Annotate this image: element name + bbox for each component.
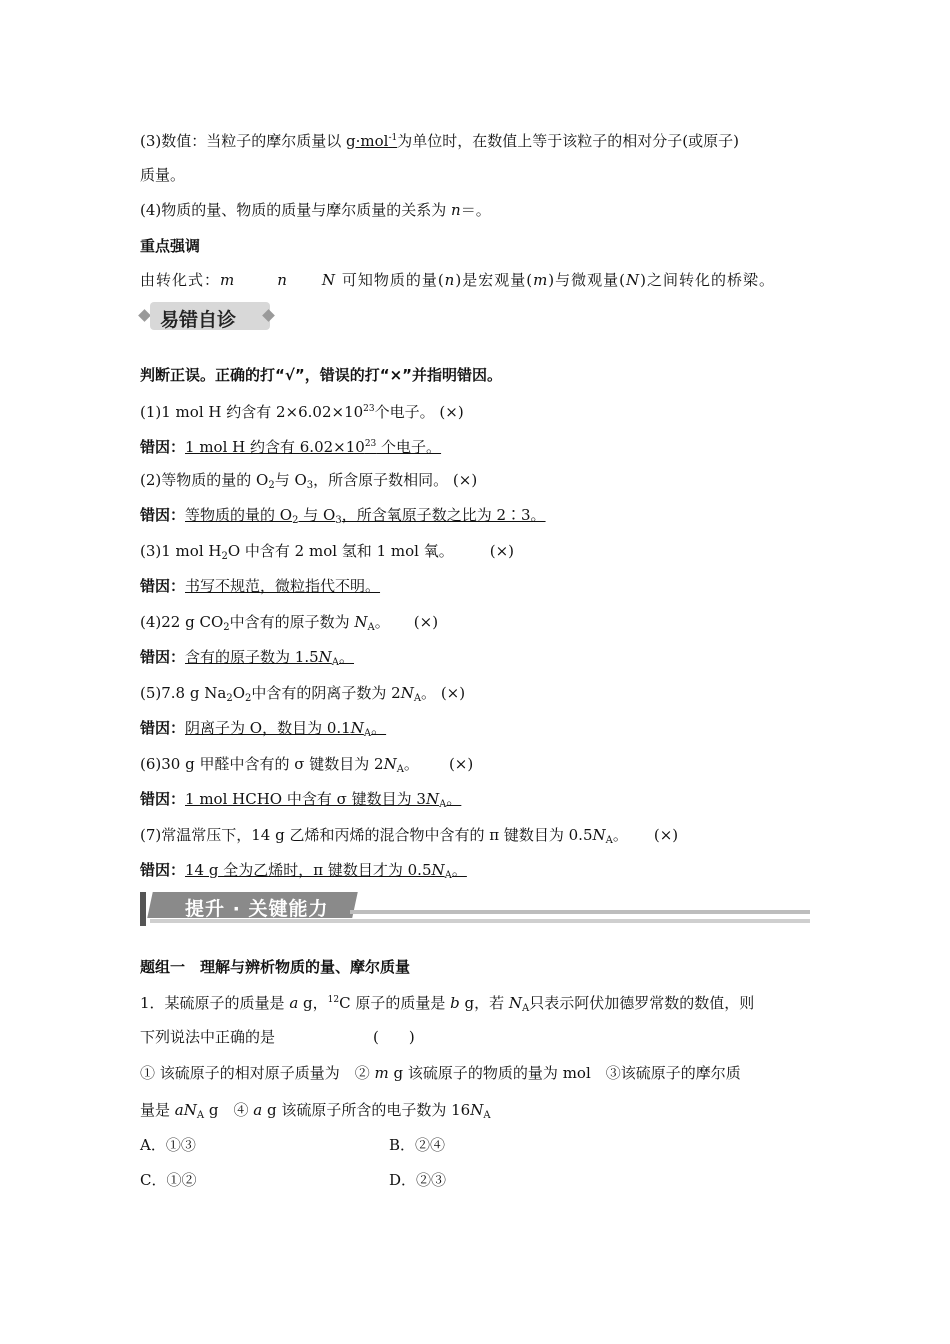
item-7-question: (7)常温常压下，14 g 乙烯和丙烯的混合物中含有的 π 键数目为 $0.5N_A$。 (×)	[140, 826, 679, 846]
emphasis-text: 由转化式：m n N 可知物质的量(n)是宏观量(m)与微观量(N)之间转化的桥梁。	[140, 271, 775, 289]
group-title: 题组一 理解与辨析物质的量、摩尔质量	[140, 958, 411, 976]
badge-label: 易错自诊	[160, 309, 237, 331]
item-5-question: (5)7.8 g $Na_2O_2$中含有的阴离子数为 $2N_A$。 (×)	[140, 684, 466, 704]
choice-c[interactable]: C．①②	[140, 1171, 197, 1189]
emphasis-title: 重点强调	[140, 237, 201, 255]
cause-answer: 书写不规范，微粒指代不明。	[185, 577, 381, 595]
question-1-statements-cont: 量是 $aN_A$ g ④ a g 该硫原子所含的电子数为 $16N_A$	[140, 1101, 491, 1121]
item-4-cause: 错因：含有的原子数为 $1.5N_A$。	[140, 648, 355, 668]
item-6-question: (6)30 g 甲醛中含有的 σ 键数目为 $2N_A$。 (×)	[140, 755, 474, 775]
header-bar	[140, 892, 146, 926]
cause-answer: 1 mol HCHO 中含有 σ 键数目为 $3N_A$。	[185, 790, 462, 810]
item-2-question: (2)等物质的量的 $O_2$与 $O_3$，所含原子数相同。 (×)	[140, 471, 478, 491]
cause-answer: 等物质的量的 $O_2$ 与 $O_3$，所含氧原子数之比为 2∶3。	[185, 506, 546, 526]
instruction: 判断正误。正确的打“√”，错误的打“×”并指明错因。	[140, 366, 503, 384]
item-5-cause: 错因：阴离子为 O，数目为 $0.1N_A$。	[140, 719, 387, 739]
section-title: 提升 · 关键能力	[185, 898, 329, 920]
item-1-question: (1)1 mol H 约含有 $2\times 6.02\times 10^{23}$个电子。 (×)	[140, 403, 464, 421]
question-1: 1．某硫原子的质量是 a g，$^{12}$C 原子的质量是 b g，若 $N_A$只表示阿伏加德罗常数的数值，则	[140, 994, 755, 1014]
item-6-cause: 错因：1 mol HCHO 中含有 σ 键数目为 $3N_A$。	[140, 790, 462, 810]
choice-a[interactable]: A．①③	[140, 1136, 196, 1154]
item-4-question: (4)22 g $CO_2$中含有的原子数为 $N_A$。 (×)	[140, 613, 439, 633]
section-header	[140, 892, 810, 926]
divider	[350, 910, 810, 914]
item-3-cause: 错因：书写不规范，微粒指代不明。	[140, 577, 381, 595]
item-2-cause: 错因：等物质的量的 $O_2$ 与 $O_3$，所含氧原子数之比为 2∶3。	[140, 506, 546, 526]
paragraph-3-cont: 质量。	[140, 166, 186, 184]
item-1-cause: 错因：1 mol H 约含有 $6.02\times 10^{23}$ 个电子。	[140, 438, 442, 456]
cause-answer: 阴离子为 O，数目为 $0.1N_A$。	[185, 719, 387, 739]
answer-blank: ( )	[373, 1028, 415, 1046]
text: 为单位时，在数值上等于该粒子的相对分子(或原子)	[397, 132, 739, 150]
cause-answer: 1 mol H 约含有 $6.02\times 10^{23}$ 个电子。	[185, 438, 442, 456]
choice-d[interactable]: D．②③	[389, 1171, 447, 1189]
unit-gmol: g·mol$^{-1}$	[346, 132, 398, 150]
cause-answer: 含有的原子数为 $1.5N_A$。	[185, 648, 355, 668]
question-1-cont: 下列说法中正确的是 ( )	[140, 1028, 415, 1046]
item-7-cause: 错因：14 g 全为乙烯时，π 键数目才为 $0.5N_A$。	[140, 861, 467, 881]
paragraph-4: (4)物质的量、物质的质量与摩尔质量的关系为 n＝。	[140, 201, 491, 219]
cause-answer: 14 g 全为乙烯时，π 键数目才为 $0.5N_A$。	[185, 861, 467, 881]
item-3-question: (3)1 mol $H_2O$ 中含有 2 mol 氢和 1 mol 氧。 (×)	[140, 542, 514, 562]
text: (3)数值：当粒子的摩尔质量以	[140, 132, 347, 150]
choice-b[interactable]: B．②④	[389, 1136, 446, 1154]
paragraph-3	[140, 128, 739, 151]
question-1-statements: ① 该硫原子的相对原子质量为 ② m g 该硫原子的物质的量为 mol ③该硫原子的摩尔质	[140, 1064, 741, 1082]
diamond-icon	[138, 309, 151, 322]
